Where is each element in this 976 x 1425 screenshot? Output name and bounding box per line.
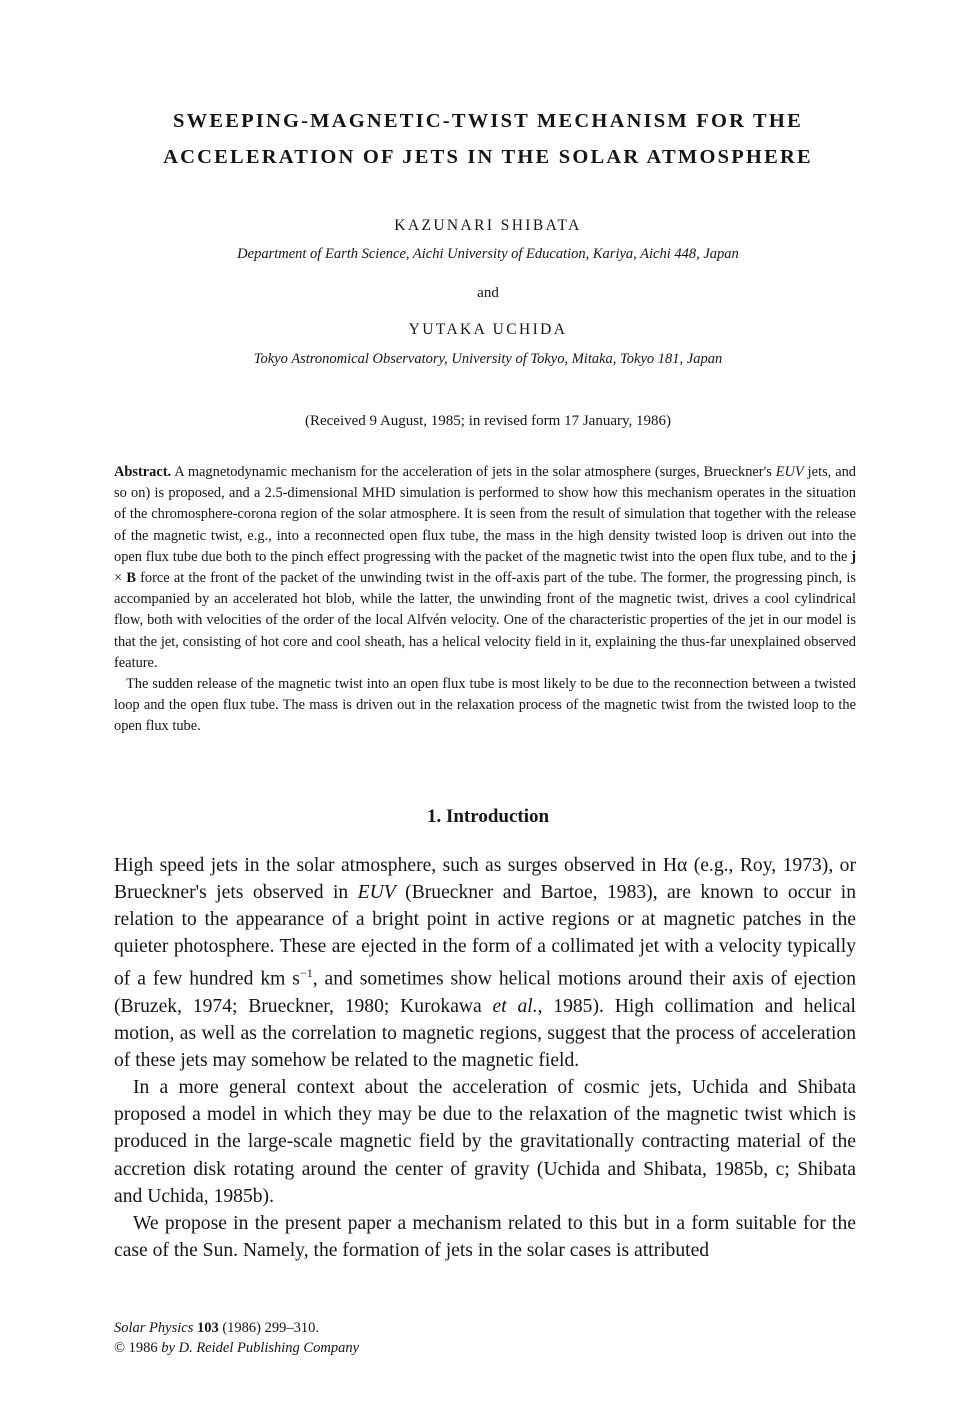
body-paragraph-1 xyxy=(114,852,856,1074)
body-paragraph-3: We propose in the present paper a mechanism related to this but in a form suitable for the case of the Sun. Namely, the formation of jets in the solar cases is attributed xyxy=(114,1212,856,1261)
author-separator: and xyxy=(477,285,499,301)
abstract-b-symbol: B xyxy=(126,570,136,587)
footer-copyright-line xyxy=(114,1338,359,1358)
abstract-j-symbol: j xyxy=(851,548,856,565)
paper-title-line-1: SWEEPING-MAGNETIC-TWIST MECHANISM FOR THE xyxy=(173,110,803,132)
body-superscript: −1 xyxy=(299,966,313,981)
author-affiliation-2: Tokyo Astronomical Observatory, University of Tokyo, Mitaka, Tokyo 181, Japan xyxy=(253,351,723,367)
section-heading-introduction: 1. Introduction xyxy=(426,806,550,827)
paper-title-line-2: ACCELERATION OF JETS IN THE SOLAR ATMOSPHERE xyxy=(163,146,813,168)
body-text: , and sometimes show helical motions around their axis of ejection (Bruzek, 1974; Brueckner, 1980; Kurokawa xyxy=(114,968,856,1017)
abstract-times-symbol: × xyxy=(114,570,127,587)
body-text: , 1985). High collimation and helical motion, as well as the correlation to magnetic regions, suggest that the process of acceleration of these jets may somehow be related to the magnetic field. xyxy=(114,996,856,1072)
footer-pages: (1986) 299–310. xyxy=(218,1320,320,1336)
footer-journal: Solar Physics xyxy=(114,1320,194,1336)
footer-citation xyxy=(114,1318,359,1358)
body-euv: EUV xyxy=(357,882,396,904)
abstract-heading: Abstract. xyxy=(114,464,172,480)
body-et-al: et al. xyxy=(492,996,538,1017)
footer-year: 1986 xyxy=(125,1340,162,1356)
abstract-paragraph-1 xyxy=(114,462,856,674)
author-affiliation-1: Department of Earth Science, Aichi University of Education, Kariya, Aichi 448, Japan xyxy=(237,246,739,262)
body-text: High speed jets in the solar atmosphere, such as surges observed in Hα (e.g., Roy, 1973), or Brueckner's jets observed in xyxy=(114,855,856,904)
introduction-body xyxy=(114,852,856,1264)
body-paragraph-2: In a more general context about the acceleration of cosmic jets, Uchida and Shibata proposed a model in which they may be due to the relaxation of the magnetic twist which is produced in the large-scale magnetic field by the gravitationally contracting material of the accretion disk rotating around the center of gravity (Uchida and Shibata, 1985b, c; Shibata and Uchida, 1985b). xyxy=(114,1077,856,1207)
author-name-1: KAZUNARI SHIBATA xyxy=(394,217,582,234)
abstract-text: force at the front of the packet of the unwinding twist in the off-axis part of the tube. The former, the progressing pinch, is accompanied by an accelerated hot blob, while the latter, the unwinding front of the magnetic twist, drives a cool cylindrical flow, both with velocities of the order of the local Alfvén velocity. One of the characteristic properties of the jet in our model is that the jet, consisting of hot core and cool sheath, has a helical velocity field in it, explaining the thus-far unexplained observed feature. xyxy=(114,570,856,671)
body-text: (Brueckner and Bartoe, 1983), are known to occur in relation to the appearance of a bright point in active regions or at magnetic patches in the quieter photosphere. These are ejected in the form of a collimated jet with a velocity typically of a few hundred km s xyxy=(114,882,856,990)
footer-publisher: by D. Reidel Publishing Company xyxy=(161,1340,360,1356)
footer-volume: 103 xyxy=(196,1320,219,1336)
abstract-text: A magnetodynamic mechanism for the acceleration of jets in the solar atmosphere (surges, Brueckner's xyxy=(171,464,776,480)
abstract xyxy=(114,462,856,738)
abstract-paragraph-2: The sudden release of the magnetic twist into an open flux tube is most likely to be due to the reconnection between a twisted loop and the open flux tube. The mass is driven out in the relaxation process of the magnetic twist from the twisted loop to the open flux tube. xyxy=(114,676,856,735)
author-name-2: YUTAKA UCHIDA xyxy=(408,321,568,338)
received-dates: (Received 9 August, 1985; in revised form 17 January, 1986) xyxy=(304,413,672,429)
abstract-text: jets, and so on) is proposed, and a 2.5-dimensional MHD simulation is performed to show how this mechanism operates in the situation of the chromosphere-corona region of the solar atmosphere. It is seen from the result of simulation that together with the release of the magnetic twist, e.g., into a reconnected open flux tube, the mass in the high density twisted loop is driven out into the open flux tube due both to the pinch effect progressing with the packet of the magnetic twist into the open flux tube, and to the xyxy=(114,464,856,565)
abstract-euv: EUV xyxy=(775,464,804,480)
footer-journal-line xyxy=(114,1318,359,1338)
copyright-symbol: © xyxy=(114,1340,126,1356)
